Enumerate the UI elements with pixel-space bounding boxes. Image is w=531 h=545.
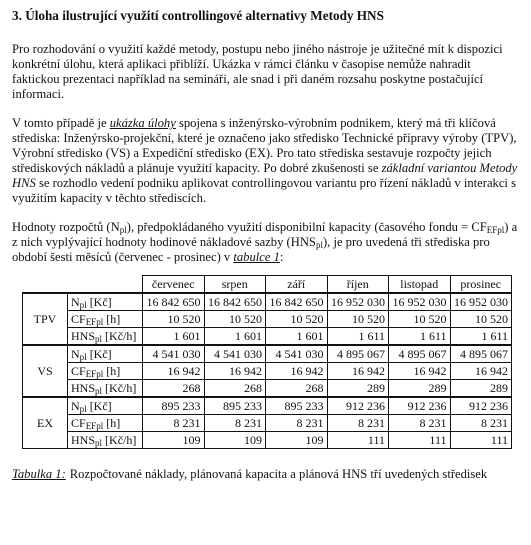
document-page [12, 8, 518, 482]
value-cell: 8 231 [327, 415, 389, 432]
value-cell: 10 520 [266, 311, 328, 328]
value-cell: 4 895 067 [450, 345, 512, 363]
metric-name: HNS [71, 380, 96, 395]
center-name-cell: TPV [23, 293, 68, 345]
value-cell: 1 601 [143, 328, 205, 346]
text-fragment: se rozhodlo vedení podniku aplikovat controllingovou variantu pro řízení nákladů v interakci s využitím kapacity v těchto střediscích. [12, 176, 516, 205]
table-row [23, 432, 512, 449]
subscript: pl [119, 225, 127, 235]
metric-unit: [h] [103, 415, 121, 430]
metric-label-cell [68, 345, 143, 363]
month-header: září [266, 276, 328, 294]
value-cell: 1 611 [389, 328, 451, 346]
value-cell: 4 895 067 [389, 345, 451, 363]
value-cell: 16 842 650 [266, 293, 328, 311]
value-cell: 268 [143, 380, 205, 398]
caption-label: Tabulka 1: [12, 467, 66, 481]
metric-name: HNS [71, 432, 96, 447]
table-row [23, 293, 512, 311]
value-cell: 895 233 [204, 397, 266, 415]
metric-unit: [h] [103, 311, 121, 326]
metric-unit: [Kč] [86, 398, 112, 413]
value-cell: 895 233 [266, 397, 328, 415]
value-cell: 16 942 [327, 363, 389, 380]
value-cell: 16 942 [389, 363, 451, 380]
value-cell: 8 231 [266, 415, 328, 432]
text-fragment: Hodnoty rozpočtů (N [12, 220, 120, 234]
value-cell: 1 611 [327, 328, 389, 346]
value-cell: 109 [266, 432, 328, 449]
metric-name: CF [71, 311, 86, 326]
paragraph-example [12, 116, 518, 206]
value-cell: 16 842 650 [204, 293, 266, 311]
value-cell: 16 942 [450, 363, 512, 380]
header-corner [23, 276, 143, 294]
value-cell: 16 942 [266, 363, 328, 380]
value-cell: 111 [450, 432, 512, 449]
metric-subscript: pl [79, 299, 87, 310]
center-name-cell: EX [23, 397, 68, 449]
metric-name: N [71, 398, 80, 413]
metric-unit: [Kč] [86, 346, 112, 361]
metric-unit: [h] [103, 363, 121, 378]
value-cell: 16 842 650 [143, 293, 205, 311]
metric-label-cell [68, 328, 143, 346]
subscript: EFpl [486, 225, 505, 235]
value-cell: 16 952 030 [389, 293, 451, 311]
value-cell: 10 520 [143, 311, 205, 328]
value-cell: 8 231 [450, 415, 512, 432]
value-cell: 1 601 [204, 328, 266, 346]
month-header: srpen [204, 276, 266, 294]
value-cell: 10 520 [327, 311, 389, 328]
metric-label-cell [68, 380, 143, 398]
value-cell: 4 541 030 [266, 345, 328, 363]
text-fragment: ), předpokládaného využití disponibilní kapacity (časového fondu = CF [126, 220, 487, 234]
value-cell: 289 [389, 380, 451, 398]
text-fragment: ), je pro uvedená tři střediska pro období šesti měsíců (červenec - prosinec) v [12, 235, 490, 264]
metric-subscript: EFpl [85, 420, 104, 431]
value-cell: 912 236 [327, 397, 389, 415]
table-header-row [23, 276, 512, 294]
metric-label-cell [68, 432, 143, 449]
value-cell: 4 541 030 [143, 345, 205, 363]
text-fragment: V tomto případě je [12, 116, 110, 130]
section-heading: 3. Úloha ilustrující využití controllingové alternativy Metody HNS [12, 8, 384, 23]
table-row [23, 311, 512, 328]
value-cell: 8 231 [204, 415, 266, 432]
metric-label-cell [68, 363, 143, 380]
table-row [23, 415, 512, 432]
table-caption [12, 467, 518, 482]
value-cell: 10 520 [450, 311, 512, 328]
table-link[interactable]: tabulce 1 [233, 250, 280, 264]
metric-subscript: EFpl [85, 368, 104, 379]
value-cell: 109 [204, 432, 266, 449]
metric-name: N [71, 294, 80, 309]
month-header: říjen [327, 276, 389, 294]
paragraph-intro: Pro rozhodování o využití každé metody, postupu nebo jiného nástroje je užitečné mít k dispozici konkrétní úlohu, která aplikaci přiblíží. Ukázka v rámci článku v časopise nemůže nahradit faktickou prezentaci například na semináři, ale snad i při daném rozsahu poskytne postačující informaci. [12, 42, 503, 101]
metric-label-cell [68, 311, 143, 328]
metric-unit: [Kč/h] [102, 328, 137, 343]
value-cell: 8 231 [389, 415, 451, 432]
value-cell: 895 233 [143, 397, 205, 415]
metric-label-cell [68, 397, 143, 415]
table-row [23, 397, 512, 415]
metric-subscript: pl [95, 333, 103, 344]
caption-text: Rozpočtované náklady, plánovaná kapacita a plánová HNS tří uvedených středisek [69, 467, 488, 481]
month-header: prosinec [450, 276, 512, 294]
value-cell: 4 541 030 [204, 345, 266, 363]
metric-name: N [71, 346, 80, 361]
value-cell: 1 611 [450, 328, 512, 346]
table-row [23, 328, 512, 346]
metric-subscript: pl [95, 437, 103, 448]
metric-label-cell [68, 293, 143, 311]
value-cell: 16 952 030 [450, 293, 512, 311]
value-cell: 16 942 [204, 363, 266, 380]
center-name-cell: VS [23, 345, 68, 397]
value-cell: 1 601 [266, 328, 328, 346]
value-cell: 10 520 [204, 311, 266, 328]
example-link[interactable]: ukázka úlohy [109, 116, 176, 130]
metric-name: HNS [71, 328, 96, 343]
metric-subscript: pl [79, 403, 87, 414]
text-fragment: spojena s inženýrsko-výrobním podnikem, který má tři klíčová střediska: Inženýrsko-projekční, které je označeno jako středisko Technické přípravy výroby (TPV), Výrobní středisko (VS) a Expediční středisko (EX). Pro tato střediska sestavuje rozpočty jejich střediskových nákladů a plánuje využití kapacity. Po dobré zkušenosti se [12, 116, 517, 175]
metric-subscript: pl [79, 351, 87, 362]
value-cell: 111 [389, 432, 451, 449]
value-cell: 109 [143, 432, 205, 449]
metric-unit: [Kč/h] [102, 380, 137, 395]
value-cell: 912 236 [450, 397, 512, 415]
table-row [23, 363, 512, 380]
value-cell: 912 236 [389, 397, 451, 415]
metric-label-cell [68, 415, 143, 432]
table-row [23, 380, 512, 398]
paragraph-values [12, 220, 518, 265]
italic-term: základní variantou Metody HNS [12, 161, 518, 190]
data-table [22, 275, 512, 449]
month-header: červenec [143, 276, 205, 294]
metric-name: CF [71, 363, 86, 378]
value-cell: 8 231 [143, 415, 205, 432]
value-cell: 10 520 [389, 311, 451, 328]
metric-unit: [Kč] [86, 294, 112, 309]
value-cell: 268 [266, 380, 328, 398]
text-fragment: ) a z nich vyplývající hodnoty hodinové nákladové sazby (HNS [12, 220, 518, 249]
value-cell: 16 942 [143, 363, 205, 380]
metric-subscript: EFpl [85, 316, 104, 327]
subscript: pl [315, 240, 323, 250]
value-cell: 4 895 067 [327, 345, 389, 363]
value-cell: 289 [327, 380, 389, 398]
value-cell: 111 [327, 432, 389, 449]
month-header: listopad [389, 276, 451, 294]
metric-subscript: pl [95, 385, 103, 396]
metric-name: CF [71, 415, 86, 430]
value-cell: 268 [204, 380, 266, 398]
text-fragment: : [279, 250, 284, 264]
metric-unit: [Kč/h] [102, 432, 137, 447]
table-row [23, 345, 512, 363]
value-cell: 16 952 030 [327, 293, 389, 311]
value-cell: 289 [450, 380, 512, 398]
